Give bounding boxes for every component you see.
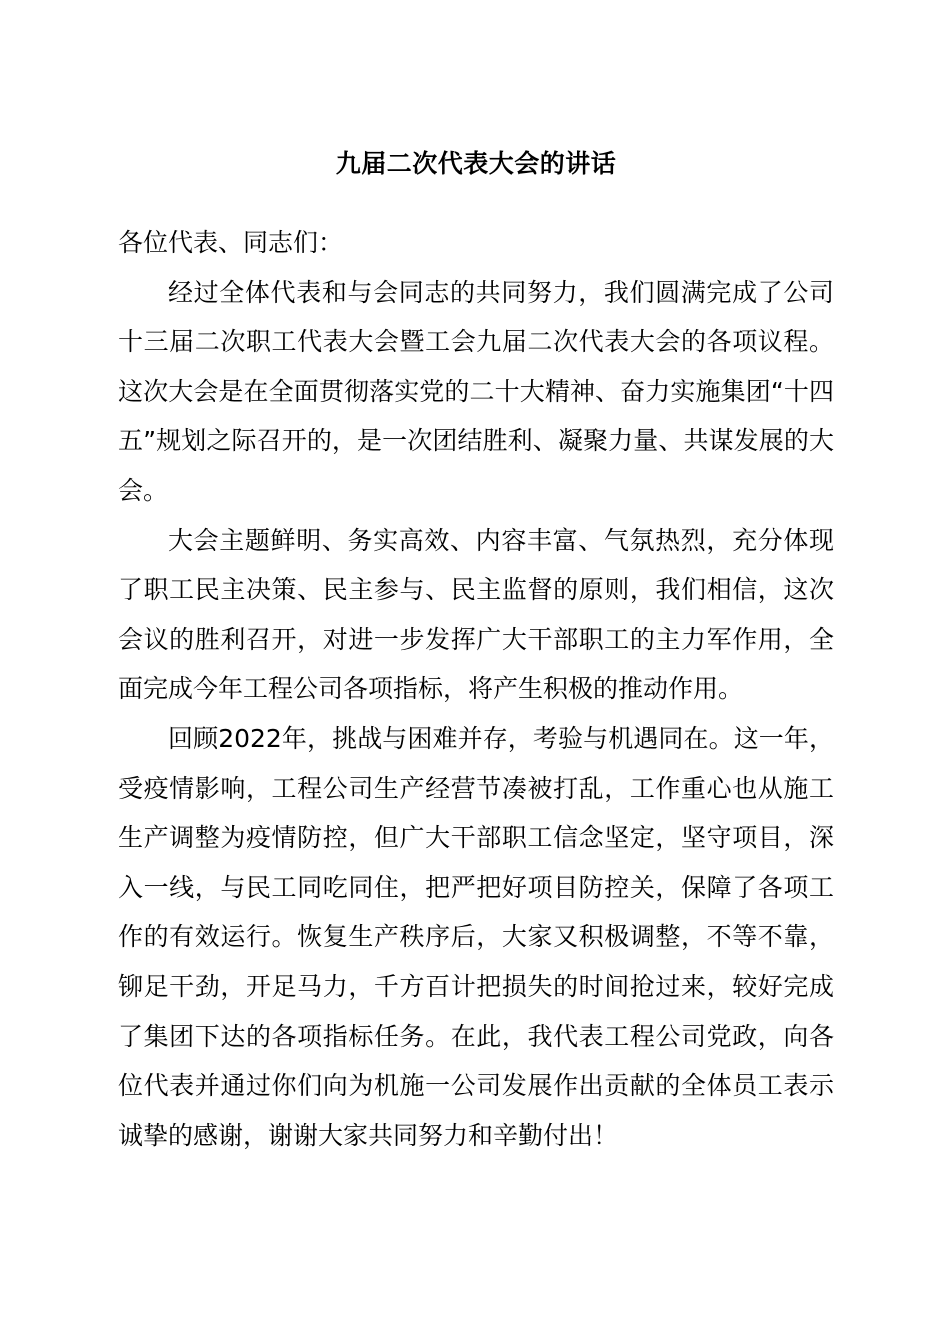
paragraph-3: 回顾2022年，挑战与困难并存，考验与机遇同在。这一年，受疫情影响，工程公司生产经营节凑被打乱，工作重心也从施工生产调整为疫情防控，但广大干部职工信念坚定，坚守项目，深入一线，与民工同吃同住，把严把好项目防控关，保障了各项工作的有效运行。恢复生产秩序后，大家又积极调整，不等不靠，铆足干劲，开足马力，千方百计把损失的时间抢过来，较好完成了集团下达的各项指标任务。在此，我代表工程公司党政，向各位代表并通过你们向为机施一公司发展作出贡献的全体员工表示诚挚的感谢，谢谢大家共同努力和辛勤付出！ [118, 723, 834, 1150]
paragraph-2: 大会主题鲜明、务实高效、内容丰富、气氛热烈，充分体现了职工民主决策、民主参与、民主监督的原则，我们相信，这次会议的胜利召开，对进一步发挥广大干部职工的主力军作用，全面完成今年工程公司各项指标，将产生积极的推动作用。 [118, 525, 834, 704]
salutation: 各位代表、同志们： [118, 228, 344, 257]
document-title: 九届二次代表大会的讲话 [335, 149, 617, 178]
document-body [118, 218, 834, 1160]
paragraph-1: 经过全体代表和与会同志的共同努力，我们圆满完成了公司十三届二次职工代表大会暨工会九届二次代表大会的各项议程。这次大会是在全面贯彻落实党的二十大精神、奋力实施集团“十四五”规划之际召开的，是一次团结胜利、凝聚力量、共谋发展的大会。 [118, 277, 834, 505]
